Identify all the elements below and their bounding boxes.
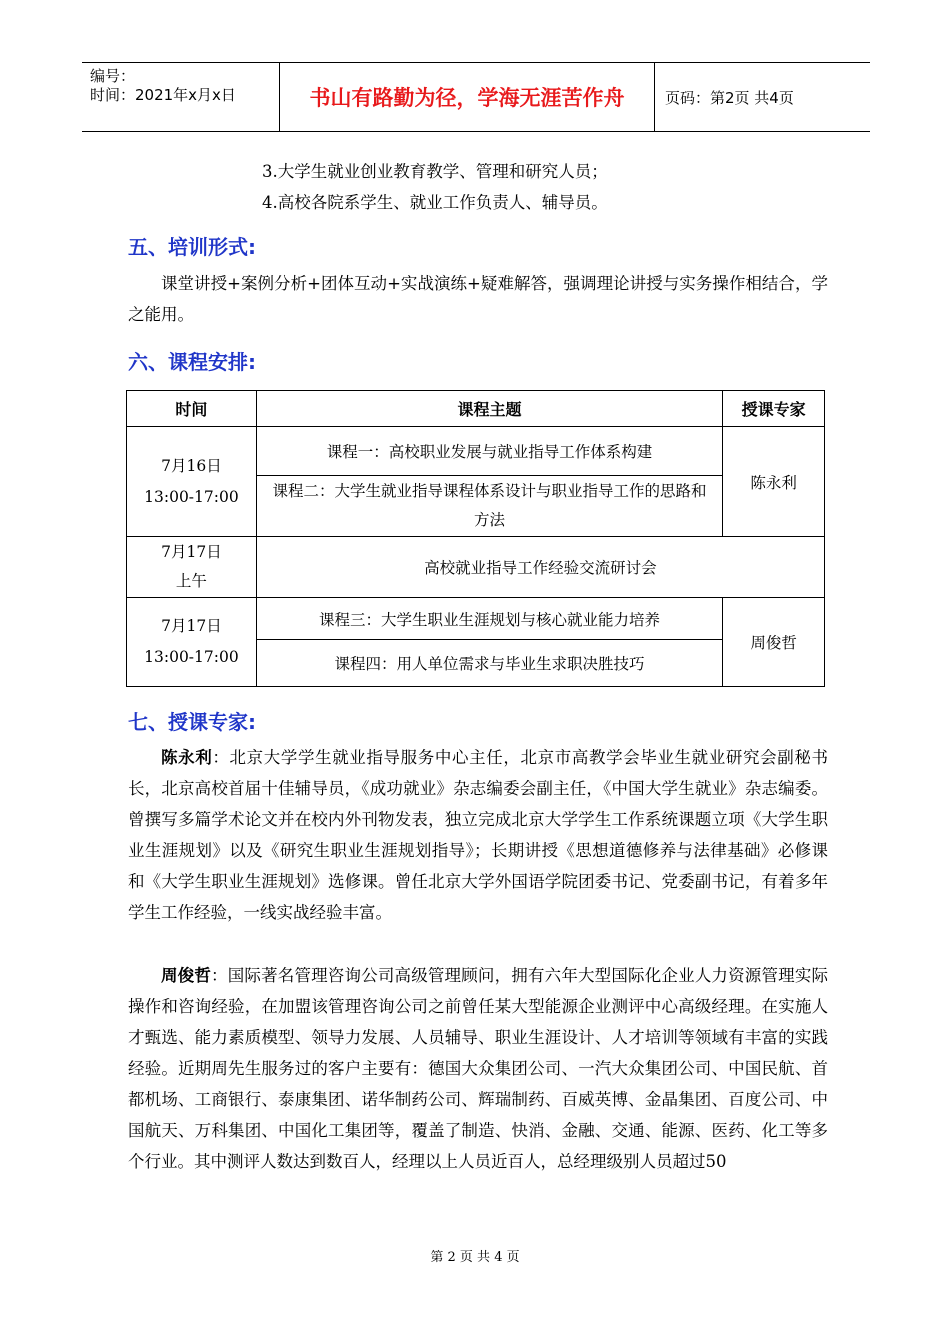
expert-2-bio-paragraph — [128, 960, 828, 1177]
slot-2-time: 7月17日 上午 — [127, 537, 257, 598]
seminar: 高校就业指导工作经验交流研讨会 — [256, 537, 824, 598]
expert-2-name: 周俊哲 — [161, 966, 212, 985]
page-footer: 第 2 页 共 4 页 — [430, 1250, 520, 1265]
slot-3-time: 7月17日 13:00-17:00 — [127, 598, 257, 687]
table-row — [127, 537, 825, 598]
expert-1-cell: 陈永利 — [723, 427, 825, 537]
slot-1-time: 7月16日 13:00-17:00 — [127, 427, 257, 537]
course-schedule-table — [126, 390, 825, 687]
col-header-topic: 课程主题 — [256, 391, 722, 427]
course-4: 课程四：用人单位需求与毕业生求职决胜技巧 — [256, 640, 722, 687]
section-6-title: 六、课程安排: — [128, 350, 256, 374]
document-number-label: 编号： — [90, 67, 136, 85]
expert-1-name: 陈永利 — [161, 748, 213, 767]
col-header-time: 时间 — [127, 391, 257, 427]
expert-1-bio-paragraph — [128, 742, 828, 928]
table-row — [127, 427, 825, 476]
table-header-row — [127, 391, 825, 427]
course-3: 课程三：大学生职业生涯规划与核心就业能力培养 — [256, 598, 722, 640]
table-row — [127, 598, 825, 640]
course-2: 课程二：大学生就业指导课程体系设计与职业指导工作的思路和方法 — [256, 476, 722, 537]
header-page-code: 页码：第2页 共4页 — [665, 88, 794, 107]
expert-2-bio: ：国际著名管理咨询公司高级管理顾问，拥有六年大型国际化企业人力资源管理实际操作和咨询经验，在加盟该管理咨询公司之前曾任某大型能源企业测评中心高级经理。在实施人才甄选、能力素质模型、领导力发展、人员辅导、职业生涯设计、人才培训等领域有丰富的实践经验。近期周先生服务过的客户主要有：德国大众集团公司、一汽大众集团公司、中国民航、首都机场、工商银行、泰康集团、诺华制药公司、辉瑞制药、百威英博、金晶集团、百度公司、中国航天、万科集团、中国化工集团等，覆盖了制造、快消、金融、交通、能源、医药、化工等多个行业。其中测评人数达到数百人，经理以上人员近百人，总经理级别人员超过50 — [128, 966, 829, 1171]
document-time-label: 时间：2021年x月x日 — [90, 86, 236, 104]
section-5-body: 课堂讲授+案例分析+团体互动+实战演练+疑难解答，强调理论讲授与实务操作相结合，学之能用。 — [128, 274, 828, 324]
header-motto: 书山有路勤为径，学海无涯苦作舟 — [280, 63, 655, 131]
course-1: 课程一：高校职业发展与就业指导工作体系构建 — [256, 427, 722, 476]
expert-1-bio: ：北京大学学生就业指导服务中心主任，北京市高教学会毕业生就业研究会副秘书长，北京高校首届十佳辅导员，《成功就业》杂志编委会副主任，《中国大学生就业》杂志编委。曾撰写多篇学术论文并在校内外刊物发表，独立完成北京大学学生工作系统课题立项《大学生职业生涯规划》以及《研究生职业生涯规划指导》；长期讲授《思想道德修养与法律基础》必修课和《大学生职业生涯规划》选修课。曾任北京大学外国语学院团委书记、党委副书记，有着多年学生工作经验，一线实战经验丰富。 — [128, 748, 829, 922]
header-meta — [82, 63, 280, 131]
col-header-expert: 授课专家 — [723, 391, 825, 427]
page-header — [82, 62, 870, 132]
expert-2-cell: 周俊哲 — [723, 598, 825, 687]
audience-item-4: 4.高校各院系学生、就业工作负责人、辅导员。 — [262, 193, 608, 212]
section-7-title: 七、授课专家: — [128, 710, 256, 734]
audience-item-3: 3.大学生就业创业教育教学、管理和研究人员； — [262, 162, 608, 181]
section-5-title: 五、培训形式: — [128, 235, 256, 259]
